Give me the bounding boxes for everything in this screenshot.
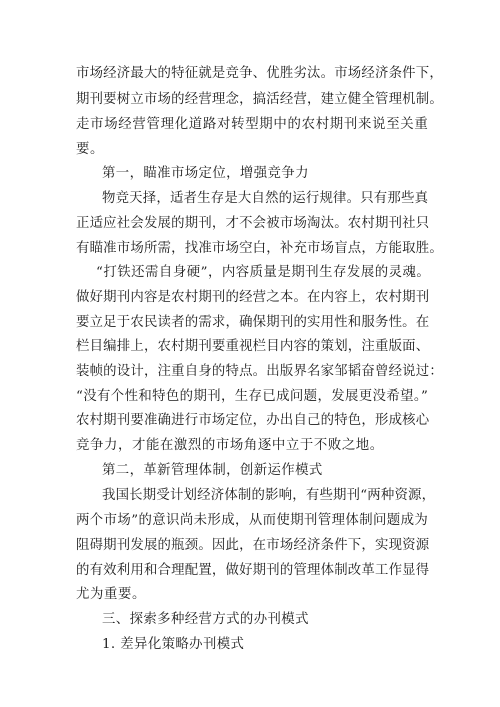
section-heading: 第一，瞄准市场定位，增强竞争力 [102, 166, 309, 181]
text-line: “打铁还需自身硬”，内容质量是期刊生存发展的灵魂。 [96, 265, 430, 280]
section-heading: 第二，革新管理体制，创新运作模式 [102, 463, 323, 478]
text-line: 要。 [76, 142, 104, 157]
text-line: 农村期刊要准确进行市场定位，办出自己的特色，形成核心 [76, 413, 430, 428]
text-line: 的有效利用和合理配置，做好期刊的管理体制改革工作显得 [76, 563, 430, 578]
text-line: 正适应社会发展的期刊，才不会被市场淘汰。农村期刊社只 [76, 216, 430, 231]
text-line: 两个市场”的意识尚未形成，从而使期刊管理体制问题成为 [76, 513, 428, 528]
text-line: 尤为重要。 [76, 587, 146, 602]
text-line: 我国长期受计划经济体制的影响，有些期刊“两种资源， [102, 488, 436, 503]
text-line: 走市场经营管理化道路对转型期中的农村期刊来说至关重 [76, 117, 428, 132]
subsection-heading: 1. 差异化策略办刊模式 [102, 637, 245, 652]
text-line: 栏目编排上，农村期刊要重视栏目内容的策划，注重版面、 [76, 339, 430, 354]
text-line: 市场经济最大的特征就是竞争、优胜劣汰。市场经济条件下， [76, 66, 443, 81]
text-line: 竞争力，才能在激烈的市场角逐中立于不败之地。 [76, 438, 384, 453]
text-line: 物竞天择，适者生存是大自然的运行规律。只有那些真 [102, 191, 429, 206]
text-line: 期刊要树立市场的经营理念，搞活经营，建立健全管理机制。 [76, 92, 443, 107]
text-line: 装帧的设计，注重自身的特点。出版界名家邹韬奋曾经说过： [76, 364, 443, 379]
text-line: 有瞄准市场所需，找准市场空白，补充市场盲点，方能取胜。 [76, 241, 443, 256]
text-line: 要立足于农民读者的需求，确保期刊的实用性和服务性。在 [76, 315, 430, 330]
text-line: 做好期刊内容是农村期刊的经营之本。在内容上，农村期刊 [76, 290, 430, 305]
section-heading: 三、探索多种经营方式的办刊模式 [102, 612, 309, 627]
text-line: “没有个性和特色的期刊，生存已成问题，发展更没希望。” [76, 389, 428, 404]
text-line: 阻碍期刊发展的瓶颈。因此，在市场经济条件下，实现资源 [76, 538, 430, 553]
